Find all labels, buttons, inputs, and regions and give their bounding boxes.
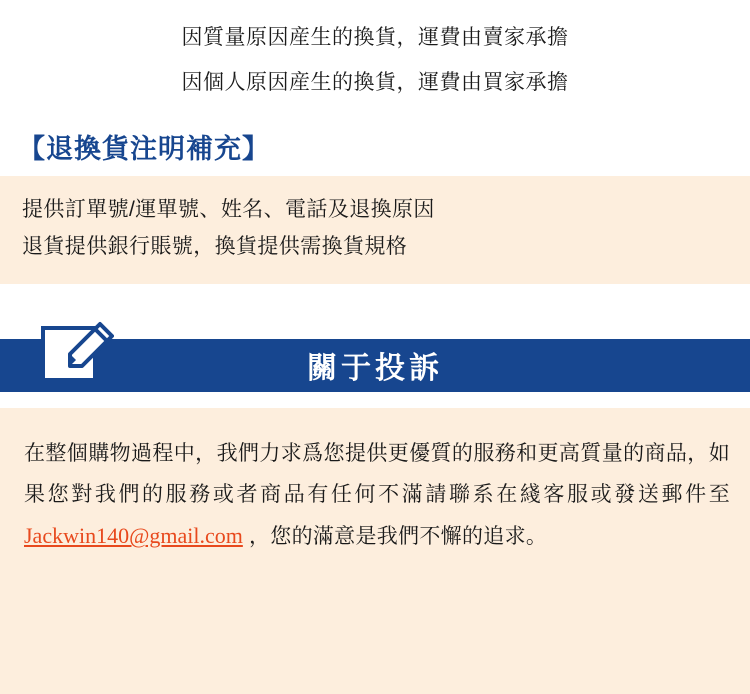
- return-note-line-1: 提供訂單號/運單號、姓名、電話及退換原因: [22, 198, 435, 222]
- complaint-banner-wrap: [0, 330, 750, 392]
- complaint-banner-title: 關于投訴: [307, 352, 443, 386]
- return-note-box: [0, 176, 750, 284]
- complaint-paragraph: [24, 434, 730, 559]
- return-note-line-2: 退貨提供銀行賬號，換貨提供需換貨規格: [22, 234, 408, 258]
- support-email-link[interactable]: Jackwin140@gmail.com: [24, 523, 243, 549]
- top-notice: [0, 0, 750, 105]
- top-notice-line-1: 因質量原因産生的換貨，運費由賣家承擔: [181, 26, 569, 49]
- complaint-text-box: [0, 408, 750, 694]
- return-note-heading: 【退換貨注明補充】: [18, 134, 270, 165]
- top-notice-line-2: 因個人原因産生的換貨，運費由買家承擔: [181, 70, 569, 94]
- complaint-text-before-email: 在整個購物過程中，我們力求爲您提供更優質的服務和更高質量的商品，如果您對我們的服務或者商品有任何不滿請聯系在綫客服或發送郵件至: [24, 441, 730, 506]
- complaint-text-after-email: ，您的滿意是我們不懈的追求。: [242, 525, 548, 549]
- pencil-edit-icon: [40, 306, 114, 386]
